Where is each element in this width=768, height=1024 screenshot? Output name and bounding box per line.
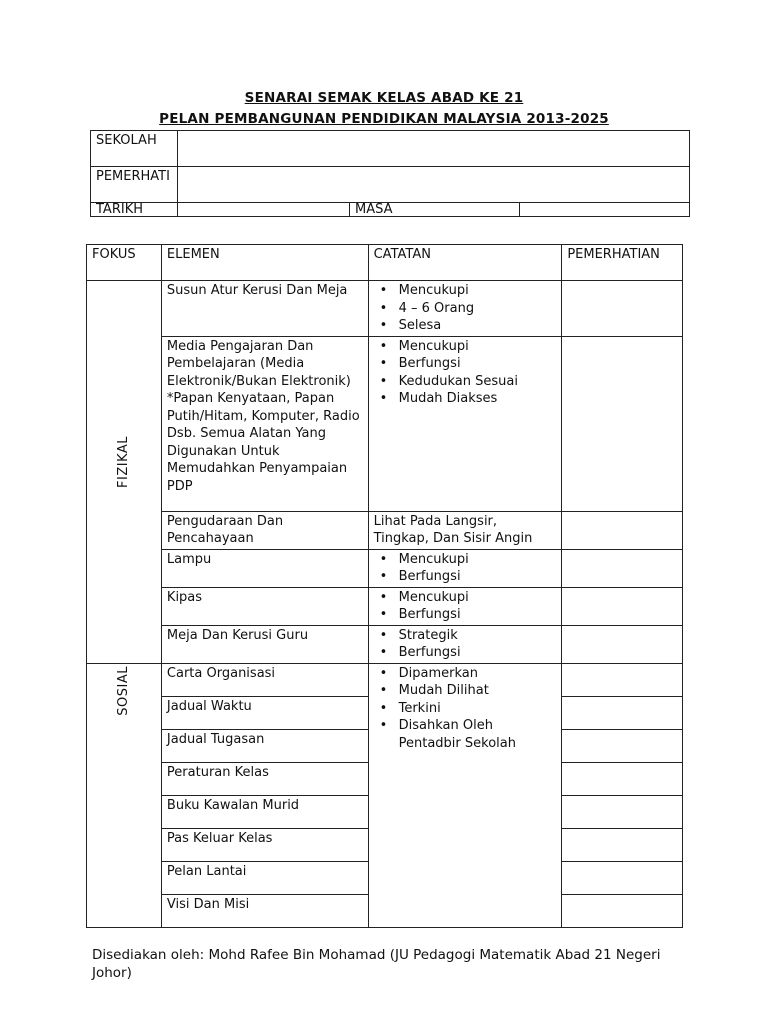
catatan-cell	[368, 587, 562, 625]
catatan-cell	[368, 549, 562, 587]
pemerhatian-cell[interactable]	[562, 511, 683, 549]
pemerhatian-cell[interactable]	[562, 696, 683, 729]
pemerhatian-cell[interactable]	[562, 663, 683, 696]
header-elemen: ELEMEN	[161, 245, 368, 281]
elemen-cell: Buku Kawalan Murid	[161, 795, 368, 828]
elemen-cell: Kipas	[161, 587, 368, 625]
list-item: • Mencukupi	[399, 338, 557, 356]
sosial-cell	[87, 663, 162, 927]
list-item: • Kedudukan Sesuai	[399, 373, 557, 391]
list-item: • Berfungsi	[399, 644, 557, 662]
header-catatan: CATATAN	[368, 245, 562, 281]
masa-label: MASA	[350, 203, 520, 217]
elemen-text: Media Pengajaran Dan Pembelajaran (Media Elektronik/Bukan Elektronik)	[166, 338, 351, 389]
list-item: • Mencukupi	[399, 282, 557, 300]
list-item: • Berfungsi	[399, 606, 557, 624]
checklist-table	[86, 244, 683, 928]
catatan-cell	[368, 663, 562, 927]
header-row	[87, 245, 683, 281]
elemen-cell: Pas Keluar Kelas	[161, 828, 368, 861]
list-item: • 4 – 6 Orang	[399, 300, 557, 318]
table-row	[87, 549, 683, 587]
masa-field[interactable]	[520, 203, 690, 217]
list-item: • Disahkan Oleh Pentadbir Sekolah	[399, 717, 557, 752]
info-table	[90, 130, 690, 217]
table-row	[87, 663, 683, 696]
table-row	[87, 587, 683, 625]
fizikal-label: FIZIKAL	[116, 436, 131, 488]
pemerhatian-cell[interactable]	[562, 861, 683, 894]
pemerhatian-cell[interactable]	[562, 549, 683, 587]
elemen-cell	[161, 336, 368, 511]
list-item: • Strategik	[399, 627, 557, 645]
tarikh-row	[91, 203, 690, 217]
table-row	[87, 281, 683, 337]
table-row	[87, 336, 683, 511]
list-item: • Selesa	[399, 317, 557, 335]
catatan-cell	[368, 336, 562, 511]
pemerhatian-cell[interactable]	[562, 795, 683, 828]
pemerhatian-cell[interactable]	[562, 894, 683, 927]
pemerhatian-cell[interactable]	[562, 336, 683, 511]
table-row	[87, 511, 683, 549]
list-item: • Mudah Dilihat	[399, 682, 557, 700]
sekolah-field[interactable]	[178, 131, 690, 167]
footer-credit: Disediakan oleh: Mohd Rafee Bin Mohamad (JU Pedagogi Matematik Abad 21 Negeri Johor)	[92, 947, 661, 981]
elemen-cell: Peraturan Kelas	[161, 762, 368, 795]
tarikh-label: TARIKH	[91, 203, 178, 217]
catatan-cell	[368, 625, 562, 663]
list-item: • Berfungsi	[399, 355, 557, 373]
elemen-cell: Carta Organisasi	[161, 663, 368, 696]
document-title: SENARAI SEMAK KELAS ABAD KE 21	[244, 90, 524, 106]
sosial-label: SOSIAL	[116, 665, 131, 716]
list-item: • Mudah Diakses	[399, 390, 557, 408]
elemen-cell: Pengudaraan Dan Pencahayaan	[161, 511, 368, 549]
list-item: • Berfungsi	[399, 568, 557, 586]
tarikh-field[interactable]	[178, 203, 350, 217]
elemen-cell: Jadual Waktu	[161, 696, 368, 729]
fizikal-cell	[87, 281, 162, 664]
elemen-cell: Pelan Lantai	[161, 861, 368, 894]
pemerhatian-cell[interactable]	[562, 625, 683, 663]
pemerhati-row	[91, 167, 690, 203]
catatan-cell: Lihat Pada Langsir, Tingkap, Dan Sisir Angin	[368, 511, 562, 549]
pemerhati-field[interactable]	[178, 167, 690, 203]
elemen-note: *Papan Kenyataan, Papan Putih/Hitam, Komputer, Radio Dsb. Semua Alatan Yang Digunakan Untuk Memudahkan Penyampaian PDP	[166, 391, 360, 494]
elemen-cell: Jadual Tugasan	[161, 729, 368, 762]
table-row	[87, 625, 683, 663]
elemen-cell: Meja Dan Kerusi Guru	[161, 625, 368, 663]
elemen-cell: Visi Dan Misi	[161, 894, 368, 927]
pemerhati-label: PEMERHATI	[91, 167, 178, 203]
pemerhatian-cell[interactable]	[562, 828, 683, 861]
list-item: • Mencukupi	[399, 551, 557, 569]
pemerhatian-cell[interactable]	[562, 281, 683, 337]
elemen-cell: Susun Atur Kerusi Dan Meja	[161, 281, 368, 337]
list-item: • Terkini	[399, 700, 557, 718]
sekolah-label: SEKOLAH	[91, 131, 178, 167]
header-pemerhatian: PEMERHATIAN	[562, 245, 683, 281]
list-item: • Mencukupi	[399, 589, 557, 607]
sekolah-row	[91, 131, 690, 167]
pemerhatian-cell[interactable]	[562, 762, 683, 795]
pemerhatian-cell[interactable]	[562, 587, 683, 625]
catatan-cell	[368, 281, 562, 337]
list-item: • Dipamerkan	[399, 665, 557, 683]
pemerhatian-cell[interactable]	[562, 729, 683, 762]
document-subtitle: PELAN PEMBANGUNAN PENDIDIKAN MALAYSIA 2013-2025	[159, 111, 609, 127]
elemen-cell: Lampu	[161, 549, 368, 587]
header-fokus: FOKUS	[87, 245, 162, 281]
